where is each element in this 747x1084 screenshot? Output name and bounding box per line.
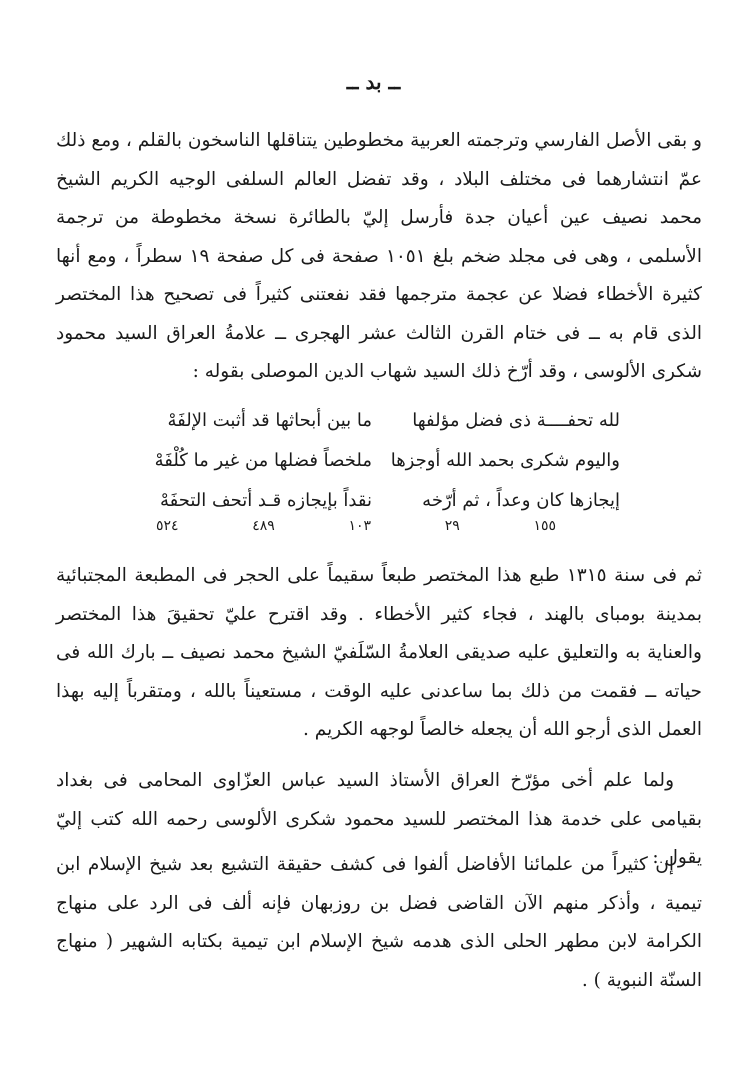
verse-second-hemistich: نقداً بإيجازه قـد أتحف التحفَهْ <box>159 490 372 511</box>
chronogram-number: ٤٨٩ <box>252 518 275 534</box>
poem-verse-1 <box>140 401 620 441</box>
poem-verse-2 <box>140 441 620 481</box>
paragraph-text: و بقى الأصل الفارسي وترجمته العربية مخطوطين يتناقلها الناسخون بالقلم ، ومع ذلك عمّ انتشارهما فى مختلف البلاد ، وقد تفضل العالم السلفى الوجيه الكريم الشيخ محمد نصيف عين أعيان جدة فأرسل إليّ بالطائرة نسخة مخطوطة من ترجمة الأسلمى ، وهى فى مجلد ضخم بلغ ١٠٥١ صفحة فى كل صفحة ١٩ سطراً ، ومع أنها كثيرة الأخطاء فضلا عن عجمة مترجمها فقد نفعتنى كثيراً فى تصحيح هذا المختصر الذى قام به ــ فى ختام القرن الثالث عشر الهجرى ــ علامةُ العراق السيد محمود شكرى الألوسى ، وقد أرّخ ذلك السيد شهاب الدين الموصلى بقوله : <box>56 130 702 382</box>
poem <box>140 401 620 521</box>
paragraph-intro <box>56 122 702 392</box>
page-number: ــ بد ــ <box>346 70 401 94</box>
verse-second-hemistich: ملخصاً فضلها من غير ما كُلْفَهْ <box>154 450 372 471</box>
verse-first-hemistich: لله تحفــــة ذى فضل مؤلفها <box>412 410 620 431</box>
chronogram-number: ١٠٣ <box>348 518 372 534</box>
chronogram-number: ٥٢٤ <box>156 518 179 534</box>
chronogram-numbers <box>156 516 556 536</box>
paragraph-text: ولما علم أخى مؤرّخ العراق الأستاذ السيد عباس العزّاوى المحامى فى بغداد بقيامى على خدمة هذا المختصر للسيد محمود شكرى الألوسى رحمه الله كتب إليّ يقول : <box>56 770 702 868</box>
paragraph-printing <box>56 557 702 750</box>
paragraph-quotation <box>56 846 702 1000</box>
verse-first-hemistich: واليوم شكرى بحمد الله أوجزها <box>390 450 620 471</box>
paragraph-text: إن كثيراً من علمائنا الأفاضل ألفوا فى كشف حقيقة التشيع بعد شيخ الإسلام ابن تيمية ، وأذكر منهم الآن القاضى فضل بن روزبهان فإنه ألف فى الرد على منهاج الكرامة لابن مطهر الحلى الذى هدمه شيخ الإسلام ابن تيمية بكتابه الشهير ( منهاج السنّة النبوية ) . <box>56 854 702 991</box>
paragraph-text: ثم فى سنة ١٣١٥ طبع هذا المختصر طبعاً سقيماً على الحجر فى المطبعة المجتبائية بمدينة بومباى بالهند ، فجاء كثير الأخطاء . وقد اقترح عليّ تحقيقَ هذا المختصر والعناية به والتعليق عليه صديقى العلامةُ السّلَفيّ الشيخ محمد نصيف ــ بارك الله فى حياته ــ فقمت من ذلك بما ساعدنى عليه الوقت ، مستعيناً بالله ، ومتقرباً إليه بهذا العمل الذى أرجو الله أن يجعله خالصاً لوجهه الكريم . <box>56 565 703 740</box>
verse-second-hemistich: ما بين أبحاثها قد أثبت الإلفَهْ <box>167 410 372 431</box>
chronogram-number: ١٥٥ <box>533 518 556 534</box>
poem-verse-3 <box>140 481 620 521</box>
verse-first-hemistich: إيجازها كان وعداً ، ثم أرّخه <box>422 490 620 511</box>
chronogram-number: ٢٩ <box>444 518 460 534</box>
